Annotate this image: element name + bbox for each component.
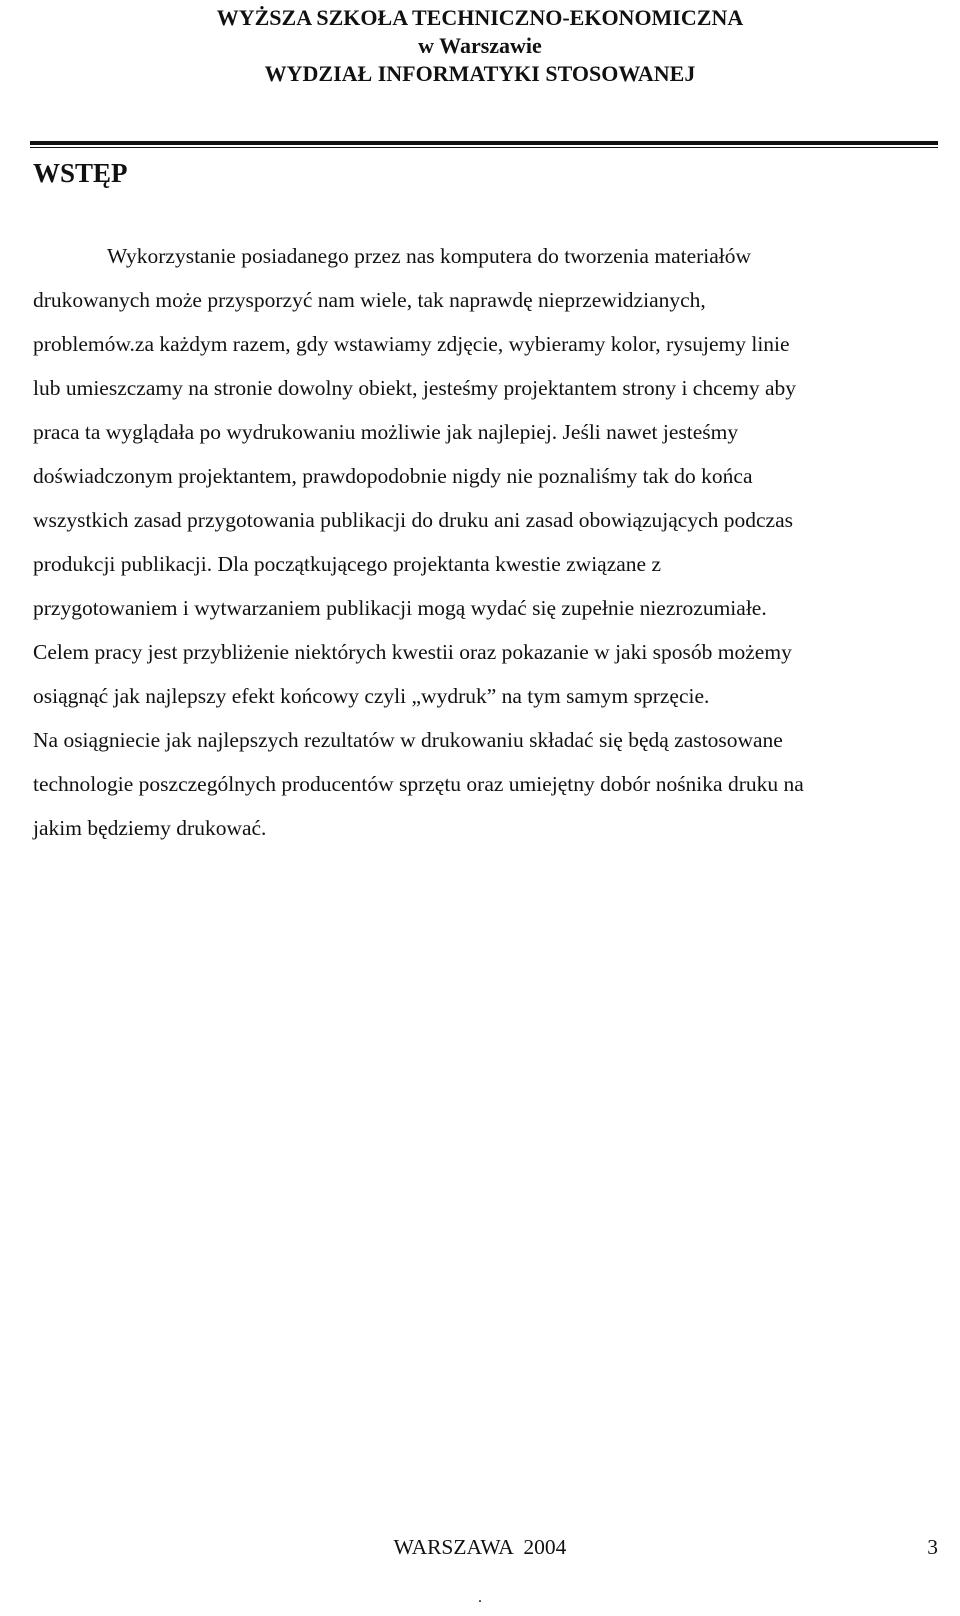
body-line: drukowanych może przysporzyć nam wiele, tak naprawdę nieprzewidzianych,	[33, 288, 706, 312]
body-line: doświadczonym projektantem, prawdopodobnie nigdy nie poznaliśmy tak do końca	[33, 464, 753, 488]
body-line: osiągnąć jak najlepszy efekt końcowy czyli „wydruk” na tym samym sprzęcie.	[33, 684, 710, 708]
header-divider-thin	[30, 147, 938, 148]
school-name: WYŻSZA SZKOŁA TECHNICZNO-EKONOMICZNA	[216, 5, 744, 30]
body-line: produkcji publikacji. Dla początkującego projektanta kwestie związane z	[33, 552, 662, 576]
body-line: problemów.za każdym razem, gdy wstawiamy zdjęcie, wybieramy kolor, rysujemy linie	[33, 332, 790, 356]
body-line: przygotowaniem i wytwarzaniem publikacji mogą wydać się zupełnie niezrozumiałe.	[33, 596, 767, 620]
school-city: w Warszawie	[418, 33, 542, 58]
body-line: Wykorzystanie posiadanego przez nas komputera do tworzenia materiałów	[107, 244, 752, 268]
body-line: Na osiągniecie jak najlepszych rezultatów w drukowaniu składać się będą zastosowane	[33, 728, 783, 752]
body-paragraph	[33, 234, 933, 850]
page-number: 3	[927, 1535, 938, 1559]
body-line: jakim będziemy drukować.	[33, 816, 267, 840]
body-line: lub umieszczamy na stronie dowolny obiekt, jesteśmy projektantem strony i chcemy aby	[33, 376, 797, 400]
header-divider-thick	[30, 141, 938, 145]
section-title: WSTĘP	[33, 158, 128, 188]
footer-dot: .	[478, 1589, 482, 1606]
document-header	[0, 4, 960, 88]
body-line: praca ta wyglądała po wydrukowaniu możliwie jak najlepiej. Jeśli nawet jesteśmy	[33, 420, 739, 444]
faculty-name: WYDZIAŁ INFORMATYKI STOSOWANEJ	[264, 61, 696, 86]
body-line: Celem pracy jest przybliżenie niektórych kwestii oraz pokazanie w jaki sposób możemy	[33, 640, 792, 664]
footer-place-year: WARSZAWA 2004	[393, 1535, 567, 1559]
body-line: technologie poszczególnych producentów sprzętu oraz umiejętny dobór nośnika druku na	[33, 772, 804, 796]
body-line: wszystkich zasad przygotowania publikacji do druku ani zasad obowiązujących podczas	[33, 508, 794, 532]
